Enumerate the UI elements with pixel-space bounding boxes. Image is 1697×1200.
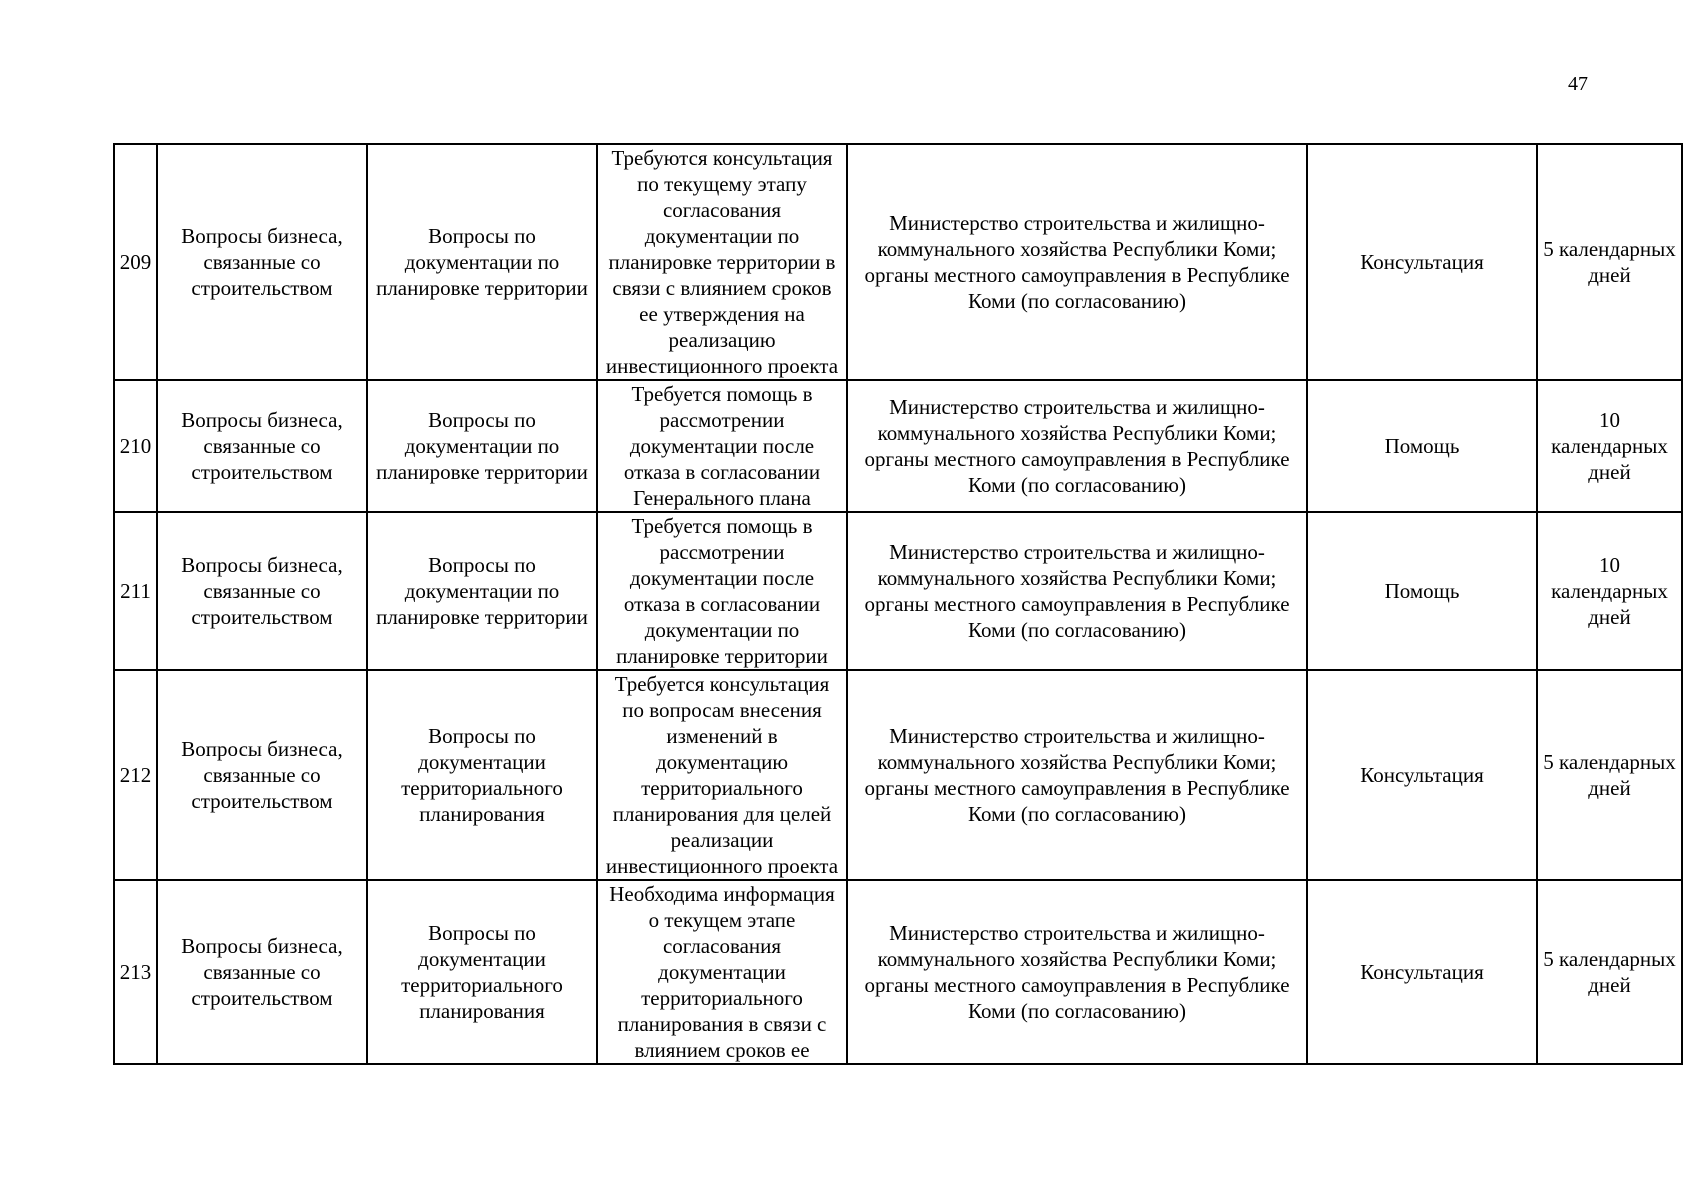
category-cell: Вопросы бизнеса, связанные со строительством xyxy=(157,670,367,880)
description-cell: Необходима информация о текущем этапе согласования документации территориального планирования в связи с влиянием сроков ее xyxy=(597,880,847,1064)
row-number: 213 xyxy=(114,880,157,1064)
term-cell: 5 календарных дней xyxy=(1537,144,1682,380)
table-row xyxy=(114,512,1682,670)
table-row xyxy=(114,144,1682,380)
table-row xyxy=(114,670,1682,880)
category-cell: Вопросы бизнеса, связанные со строительством xyxy=(157,512,367,670)
support-type-cell: Помощь xyxy=(1307,512,1537,670)
table-row xyxy=(114,880,1682,1064)
description-cell: Требуются консультация по текущему этапу согласования документации по планировке территории в связи с влиянием сроков ее утверждения на реализацию инвестиционного проекта xyxy=(597,144,847,380)
table-row xyxy=(114,380,1682,512)
authority-cell: Министерство строительства и жилищно- коммунального хозяйства Республики Коми; органы местного самоуправления в Республике Коми (по согласованию) xyxy=(847,880,1307,1064)
authority-cell: Министерство строительства и жилищно- коммунального хозяйства Республики Коми; органы местного самоуправления в Республике Коми (по согласованию) xyxy=(847,380,1307,512)
subject-cell: Вопросы по документации территориального планирования xyxy=(367,670,597,880)
page-number: 47 xyxy=(1568,73,1588,95)
authority-cell: Министерство строительства и жилищно- коммунального хозяйства Республики Коми; органы местного самоуправления в Республике Коми (по согласованию) xyxy=(847,670,1307,880)
category-cell: Вопросы бизнеса, связанные со строительством xyxy=(157,380,367,512)
measures-table xyxy=(113,143,1683,1065)
support-type-cell: Консультация xyxy=(1307,144,1537,380)
support-type-cell: Консультация xyxy=(1307,880,1537,1064)
subject-cell: Вопросы по документации по планировке территории xyxy=(367,512,597,670)
row-number: 210 xyxy=(114,380,157,512)
row-number: 209 xyxy=(114,144,157,380)
authority-cell: Министерство строительства и жилищно- коммунального хозяйства Республики Коми; органы местного самоуправления в Республике Коми (по согласованию) xyxy=(847,144,1307,380)
category-cell: Вопросы бизнеса, связанные со строительством xyxy=(157,144,367,380)
support-type-cell: Консультация xyxy=(1307,670,1537,880)
row-number: 211 xyxy=(114,512,157,670)
term-cell: 10 календарных дней xyxy=(1537,512,1682,670)
subject-cell: Вопросы по документации по планировке территории xyxy=(367,380,597,512)
category-cell: Вопросы бизнеса, связанные со строительством xyxy=(157,880,367,1064)
subject-cell: Вопросы по документации по планировке территории xyxy=(367,144,597,380)
support-type-cell: Помощь xyxy=(1307,380,1537,512)
term-cell: 5 календарных дней xyxy=(1537,880,1682,1064)
authority-cell: Министерство строительства и жилищно- коммунального хозяйства Республики Коми; органы местного самоуправления в Республике Коми (по согласованию) xyxy=(847,512,1307,670)
term-cell: 5 календарных дней xyxy=(1537,670,1682,880)
term-cell: 10 календарных дней xyxy=(1537,380,1682,512)
row-number: 212 xyxy=(114,670,157,880)
subject-cell: Вопросы по документации территориального планирования xyxy=(367,880,597,1064)
description-cell: Требуется помощь в рассмотрении документации после отказа в согласовании Генерального плана xyxy=(597,380,847,512)
description-cell: Требуется консультация по вопросам внесения изменений в документацию территориального планирования для целей реализации инвестиционного проекта xyxy=(597,670,847,880)
description-cell: Требуется помощь в рассмотрении документации после отказа в согласовании документации по планировке территории xyxy=(597,512,847,670)
